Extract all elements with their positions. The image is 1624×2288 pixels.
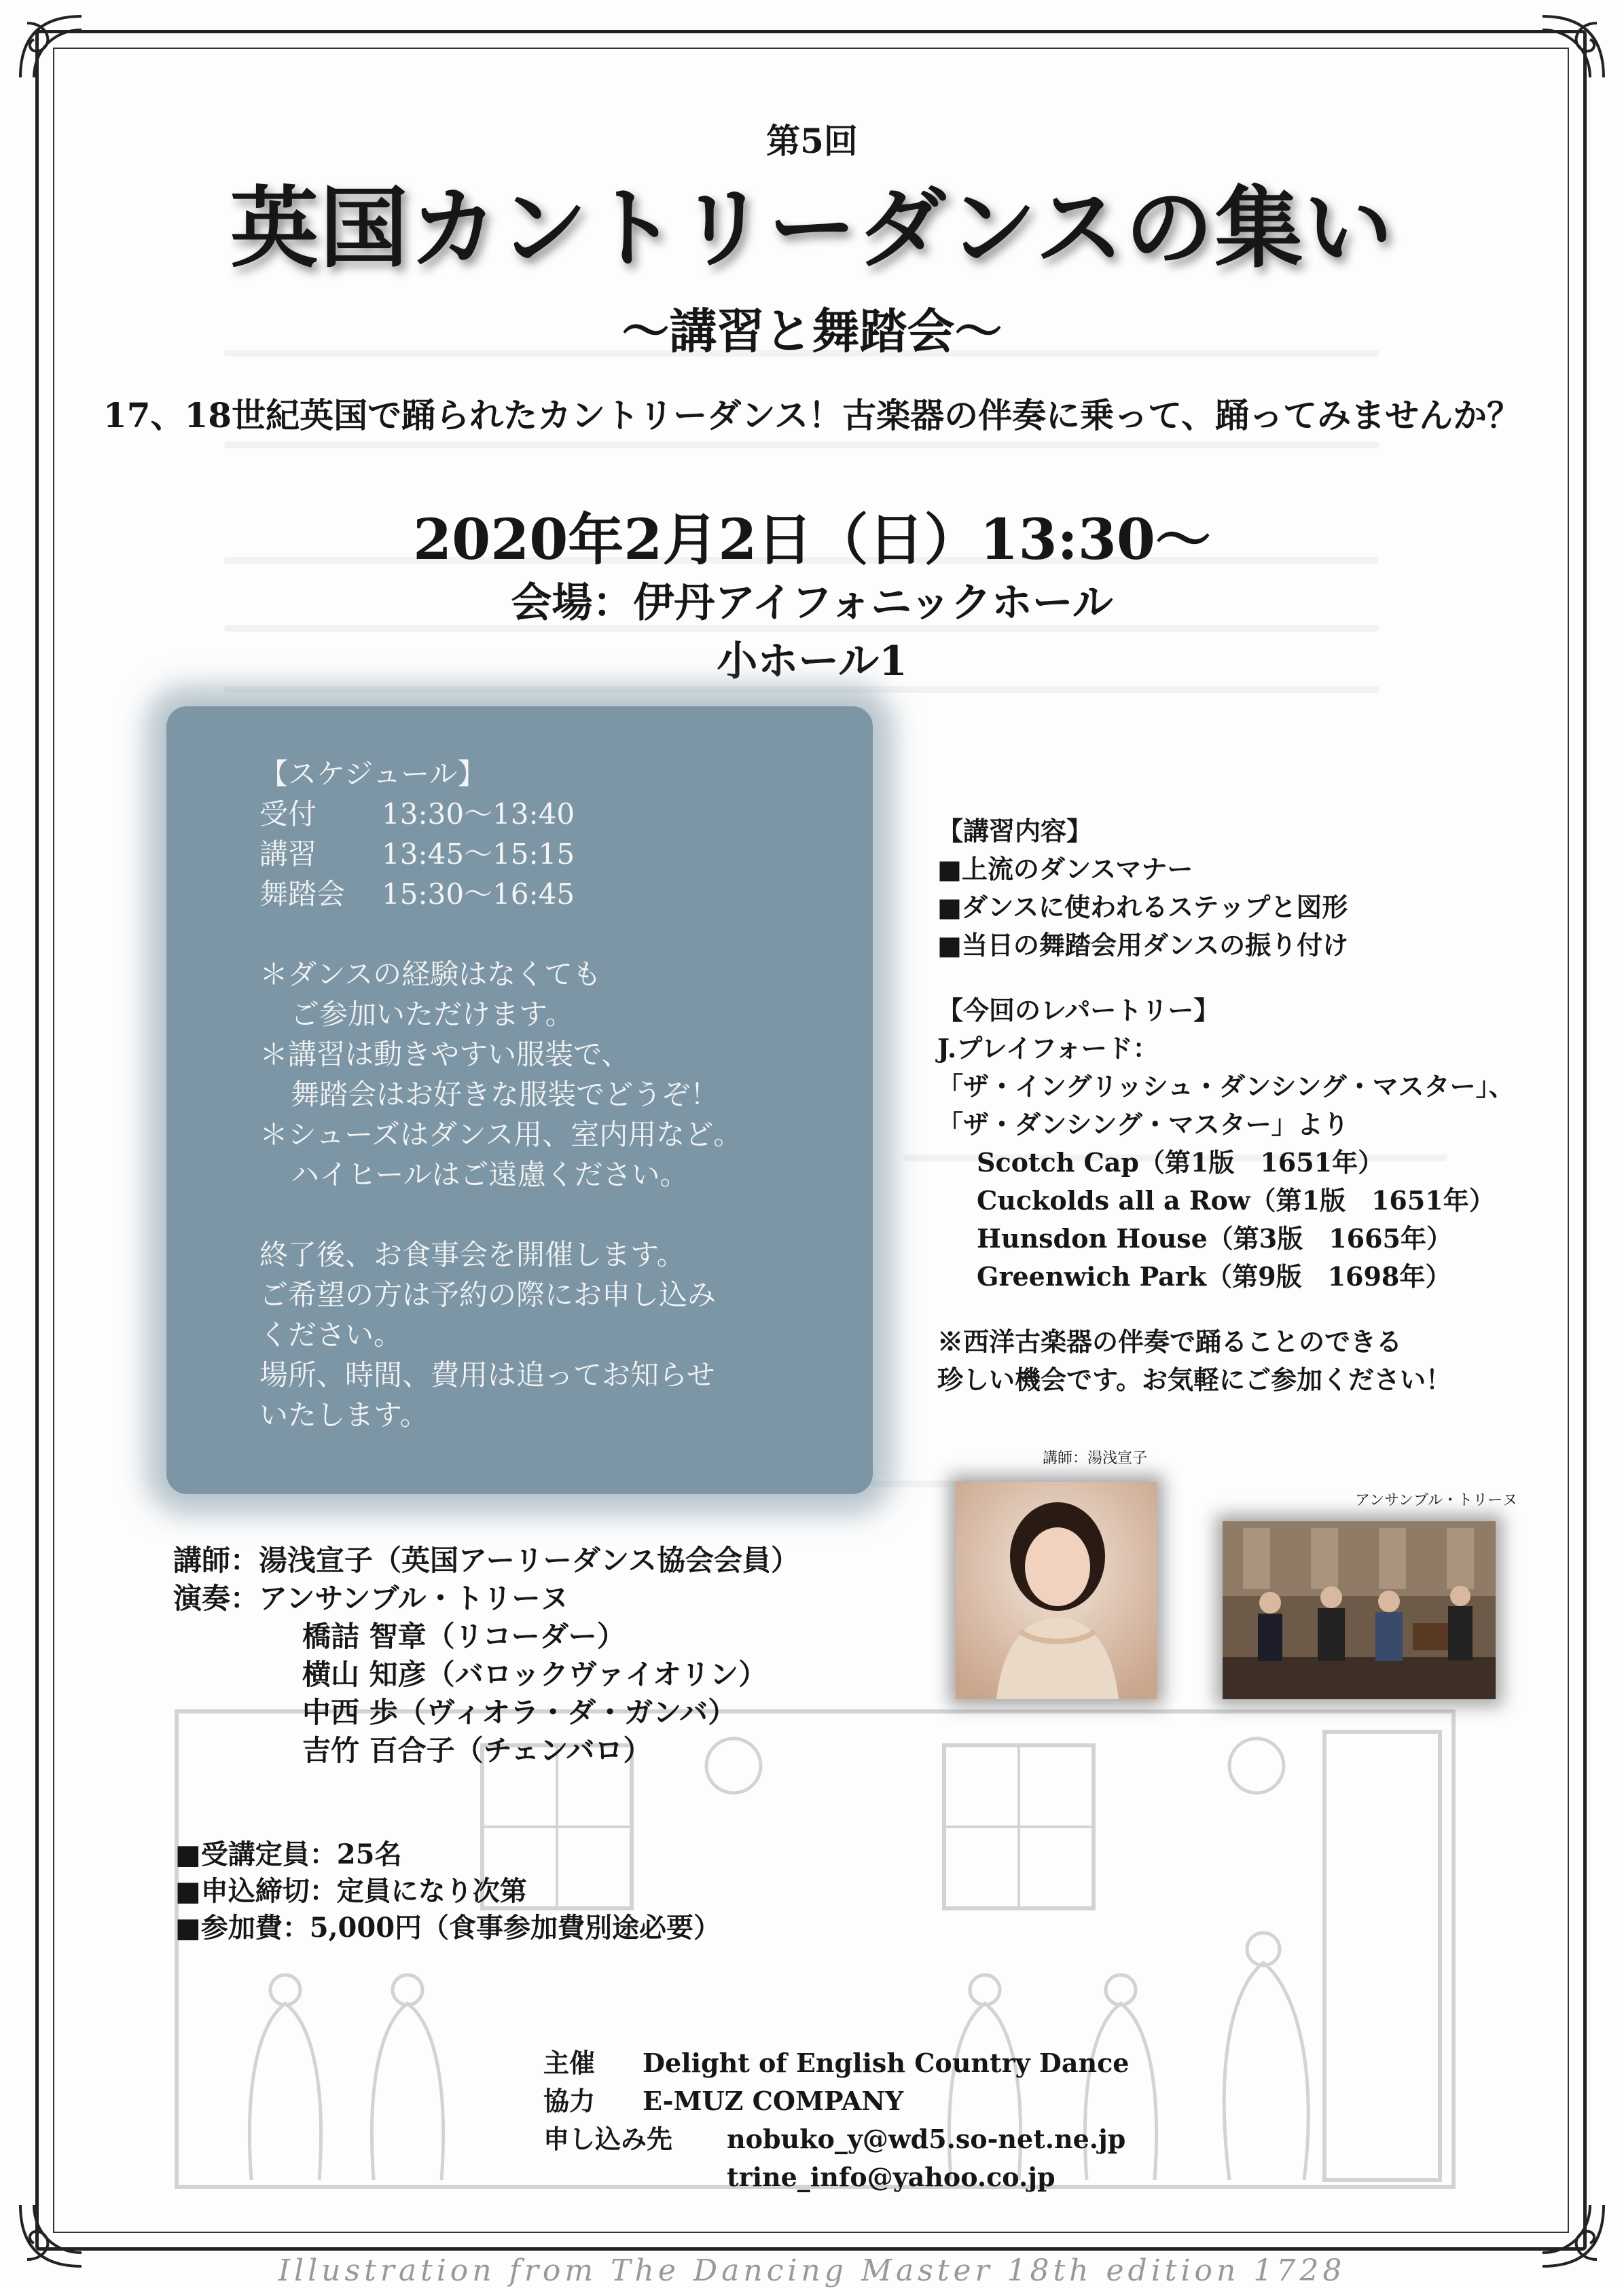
- schedule-row: [259, 794, 850, 834]
- schedule-row-time: 13:45～15:15: [382, 837, 575, 871]
- repertoire-song: Hunsdon House（第3版 1665年）: [977, 1223, 1452, 1254]
- schedule-row-time: 15:30～16:45: [382, 877, 575, 911]
- repertoire-song: Scotch Cap（第1版 1651年）: [977, 1147, 1384, 1178]
- schedule-row-label: 舞踏会: [259, 877, 346, 911]
- ensemble-line: 演奏：アンサンブル・トリーヌ: [173, 1582, 569, 1615]
- capacity-line: ■受講定員：25名: [175, 1838, 402, 1870]
- repertoire-note: 珍しい機会です。お気軽にご参加ください！: [937, 1364, 1451, 1395]
- event-datetime: 2020年2月2日（日）13:30～: [413, 507, 1211, 573]
- event-title: 英国カントリーダンスの集い: [230, 176, 1394, 280]
- schedule-row: [259, 834, 850, 874]
- background-texture: [224, 441, 1379, 448]
- event-subtitle: ～講習と舞踏会～: [621, 303, 1003, 359]
- course-and-repertoire: [937, 812, 1549, 1399]
- deadline-line: ■申込締切：定員になり次第: [175, 1875, 527, 1907]
- illustration-caption: Illustration from The Dancing Master 18th edition 1728: [278, 2253, 1346, 2288]
- corner-ornament-top-left: [14, 10, 88, 84]
- dinner-note: いたします。: [259, 1398, 429, 1432]
- instructor-photo: [956, 1482, 1157, 1699]
- repertoire-source: 「ザ・イングリッシュ・ダンシング・マスター」、: [937, 1071, 1515, 1102]
- host-line: [543, 2044, 1129, 2082]
- instructor-photo-label: 講師：湯浅宣子: [1043, 1450, 1148, 1467]
- schedule-row-time: 13:30～13:40: [382, 797, 575, 831]
- ensemble-photo: [1223, 1521, 1496, 1699]
- schedule-content: [259, 754, 850, 1435]
- repertoire-source: J.プレイフォード：: [937, 1033, 1159, 1064]
- repertoire-note: ※西洋古楽器の伴奏で踊ることのできる: [937, 1326, 1403, 1357]
- fee-line: ■参加費：5,000円（食事参加費別途必要）: [175, 1912, 721, 1944]
- apply-label: 申し込み先: [543, 2124, 673, 2154]
- email-secondary[interactable]: trine_info@yahoo.co.jp: [727, 2162, 1055, 2192]
- repertoire-song: Cuckolds all a Row（第1版 1651年）: [977, 1185, 1495, 1216]
- support-line: [543, 2082, 1129, 2120]
- repertoire-heading: 【今回のレパートリー】: [937, 995, 1220, 1025]
- ensemble-photo-label: アンサンブル・トリーヌ: [1355, 1492, 1518, 1509]
- schedule-note: ＊シューズはダンス用、室内用など。: [259, 1118, 742, 1151]
- support-name: E-MUZ COMPANY: [643, 2086, 904, 2116]
- course-item: ■ダンスに使われるステップと図形: [937, 892, 1348, 922]
- course-heading: 【講習内容】: [937, 816, 1093, 846]
- schedule-note: 舞踏会はお好きな服装でどうぞ！: [291, 1078, 719, 1111]
- contact-info: [543, 2044, 1129, 2196]
- instructor-line: 講師：湯浅宣子（英国アーリーダンス協会会員）: [173, 1544, 799, 1577]
- apply-line: [543, 2158, 1129, 2196]
- event-venue-room: 小ホール1: [717, 638, 907, 685]
- dinner-note: 場所、時間、費用は追ってお知らせ: [259, 1358, 715, 1392]
- edition-number: 第5回: [766, 121, 858, 161]
- ensemble-member: 中西 歩（ヴィオラ・ダ・ガンバ）: [302, 1696, 737, 1729]
- ensemble-member: 吉竹 百合子（チェンバロ）: [302, 1734, 652, 1767]
- ensemble-member: 橋詰 智章（リコーダー）: [302, 1620, 626, 1653]
- repertoire-song: Greenwich Park（第9版 1698年）: [977, 1261, 1451, 1292]
- schedule-heading: 【スケジュール】: [259, 757, 486, 791]
- schedule-note: ご参加いただけます。: [291, 998, 574, 1031]
- booking-info: [175, 1836, 721, 1946]
- schedule-note: ＊講習は動きやすい服装で、: [259, 1038, 630, 1071]
- schedule-note: ＊ダンスの経験はなくても: [259, 958, 602, 991]
- event-venue: 会場：伊丹アイフォニックホール: [511, 579, 1113, 627]
- schedule-row: [259, 874, 850, 914]
- dinner-note: ご希望の方は予約の際にお申し込み: [259, 1278, 717, 1311]
- performers-block: [173, 1542, 799, 1770]
- host-label: 主催: [543, 2048, 596, 2078]
- support-label: 協力: [543, 2086, 596, 2116]
- corner-ornament-top-right: [1536, 10, 1610, 84]
- repertoire-source: 「ザ・ダンシング・マスター」より: [937, 1109, 1349, 1140]
- email-primary[interactable]: nobuko_y@wd5.so-net.ne.jp: [727, 2124, 1126, 2154]
- dinner-note: ください。: [259, 1318, 403, 1351]
- schedule-row-label: 受付: [259, 797, 317, 831]
- apply-line: [543, 2120, 1129, 2158]
- course-item: ■上流のダンスマナー: [937, 854, 1193, 884]
- tagline: 17、18世紀英国で踊られたカントリーダンス！古楽器の伴奏に乗って、踊ってみませんか？: [103, 395, 1521, 435]
- ensemble-member: 横山 知彦（バロックヴァイオリン）: [302, 1658, 768, 1691]
- schedule-row-label: 講習: [259, 837, 317, 871]
- course-item: ■当日の舞踏会用ダンスの振り付け: [937, 930, 1349, 960]
- host-name: Delight of English Country Dance: [643, 2048, 1130, 2078]
- dinner-note: 終了後、お食事会を開催します。: [259, 1238, 685, 1271]
- schedule-note: ハイヒールはご遠慮ください。: [291, 1158, 689, 1191]
